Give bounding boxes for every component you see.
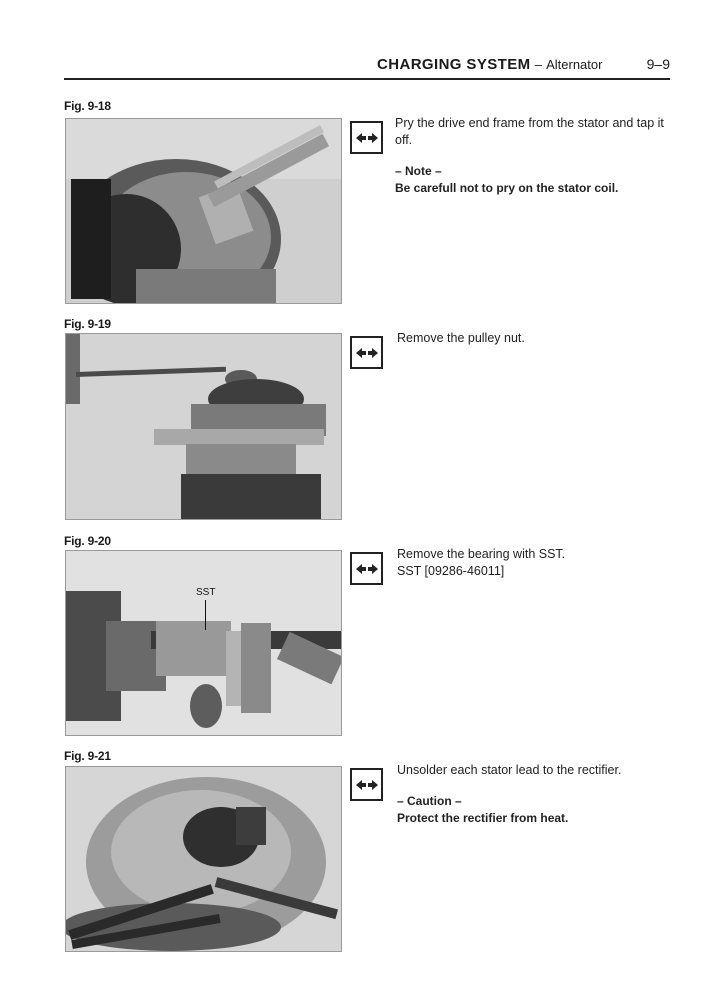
step-instruction: Remove the pulley nut. — [397, 331, 525, 345]
disassembly-arrows-icon — [350, 768, 383, 801]
figure-label: Fig. 9-19 — [64, 317, 111, 331]
figure-photo-alternator-pry — [65, 118, 342, 304]
step-text — [397, 546, 667, 580]
page-number: 9–9 — [646, 56, 670, 72]
disassembly-arrows-icon — [350, 121, 383, 154]
step-instruction: Pry the drive end frame from the stator and tap it off. — [395, 116, 664, 147]
figure-photo-pulley-nut — [65, 333, 342, 520]
disassembly-arrows-icon — [350, 336, 383, 369]
sst-callout-label: SST — [196, 587, 216, 598]
caution-title: – Caution – — [397, 794, 462, 808]
figure-photo-bearing-puller — [65, 550, 342, 736]
step-text — [397, 330, 667, 347]
header-rule — [64, 78, 670, 80]
step-text — [397, 762, 667, 827]
step-sst-number: SST [09286-46011] — [397, 564, 505, 578]
section-dash: – — [534, 57, 542, 72]
disassembly-arrows-icon — [350, 552, 383, 585]
figure-label: Fig. 9-21 — [64, 749, 111, 763]
page-header — [64, 56, 670, 76]
step-text — [395, 115, 673, 197]
note-title: – Note – — [395, 164, 442, 178]
section-subtitle: Alternator — [546, 57, 603, 72]
section-title: CHARGING SYSTEM — [377, 56, 531, 73]
step-instruction: Remove the bearing with SST. — [397, 547, 566, 561]
figure-photo-rectifier-solder — [65, 766, 342, 952]
step-instruction: Unsolder each stator lead to the rectifier. — [397, 763, 622, 777]
figure-label: Fig. 9-18 — [64, 99, 111, 113]
figure-label: Fig. 9-20 — [64, 534, 111, 548]
note-body: Be carefull not to pry on the stator coil. — [395, 181, 619, 195]
sst-callout-line — [205, 600, 206, 630]
caution-body: Protect the rectifier from heat. — [397, 811, 569, 825]
